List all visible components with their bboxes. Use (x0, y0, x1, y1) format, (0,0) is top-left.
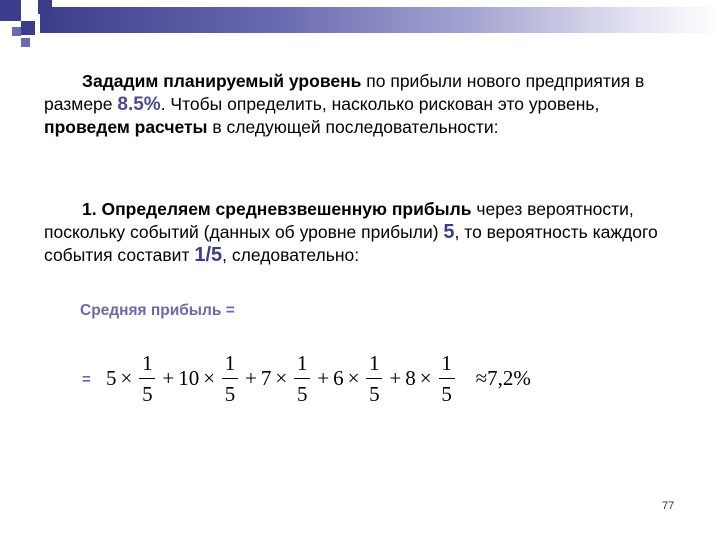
decor-square (38, 0, 52, 14)
decor-square (21, 21, 35, 35)
decor-square (12, 27, 21, 36)
coefficient: 8 (405, 365, 416, 390)
average-profit-label: Средняя прибыль = (80, 302, 235, 319)
fraction-denominator: 5 (296, 381, 308, 406)
emphasis: проведем расчеты (44, 117, 208, 137)
equals-sign: = (82, 371, 91, 388)
fraction (366, 351, 382, 406)
approx-operator: ≈ (475, 365, 488, 390)
fraction-bar (294, 378, 310, 379)
paragraph-step-1 (44, 198, 684, 267)
emphasis: 1. Определяем средневзвешенную прибыль (82, 199, 472, 219)
fraction-numerator: 1 (369, 350, 380, 375)
fraction (294, 351, 310, 406)
fraction-numerator: 1 (142, 350, 153, 375)
times-operator: × (347, 365, 360, 390)
plus-operator: + (162, 365, 175, 390)
fraction (139, 351, 155, 406)
page-number: 77 (662, 500, 675, 512)
plus-operator: + (317, 365, 330, 390)
planned-level-value: 8.5% (117, 94, 161, 115)
times-operator: × (419, 365, 432, 390)
text-run: , то вероятность каждого события составит (44, 222, 658, 265)
fraction-denominator: 5 (441, 381, 452, 406)
text-run: через вероятности, поскольку событий (данных об уровне прибыли) (44, 199, 634, 242)
header-band (40, 7, 720, 33)
text-run: , следовательно: (222, 245, 360, 265)
fraction-numerator: 1 (296, 350, 308, 375)
text-run: по прибыли нового предприятия в размере (44, 71, 645, 114)
paragraph-plan-level (44, 70, 684, 139)
times-operator: × (203, 365, 216, 390)
fraction-bar (139, 378, 155, 379)
coefficient: 10 (178, 365, 200, 390)
coefficient: 5 (106, 365, 117, 390)
decor-square (0, 0, 21, 21)
times-operator: × (275, 365, 288, 390)
fraction-bar (366, 378, 382, 379)
fraction-numerator: 1 (224, 350, 236, 375)
fraction (439, 351, 455, 406)
fraction-numerator: 1 (441, 350, 452, 375)
times-operator: × (120, 365, 133, 390)
text-run: в следующей последовательности: (207, 117, 499, 137)
text-run: . Чтобы определить, насколько рискован это уровень, (160, 94, 600, 114)
fraction (222, 351, 238, 406)
average-profit-formula (104, 338, 533, 418)
fraction-denominator: 5 (369, 381, 380, 406)
emphasis: Зададим планируемый уровень (82, 71, 362, 91)
formula-result (476, 366, 531, 391)
result-value: 7,2% (487, 365, 531, 390)
plus-operator: + (389, 365, 402, 390)
fraction-bar (222, 378, 238, 379)
fraction-denominator: 5 (224, 381, 236, 406)
coefficient: 6 (333, 365, 344, 390)
plus-operator: + (245, 365, 257, 390)
coefficient: 7 (260, 365, 272, 390)
probability-value: 1/5 (194, 244, 223, 266)
decor-square (21, 38, 30, 47)
fraction-bar (439, 378, 455, 379)
fraction-denominator: 5 (142, 381, 153, 406)
event-count: 5 (443, 221, 455, 243)
